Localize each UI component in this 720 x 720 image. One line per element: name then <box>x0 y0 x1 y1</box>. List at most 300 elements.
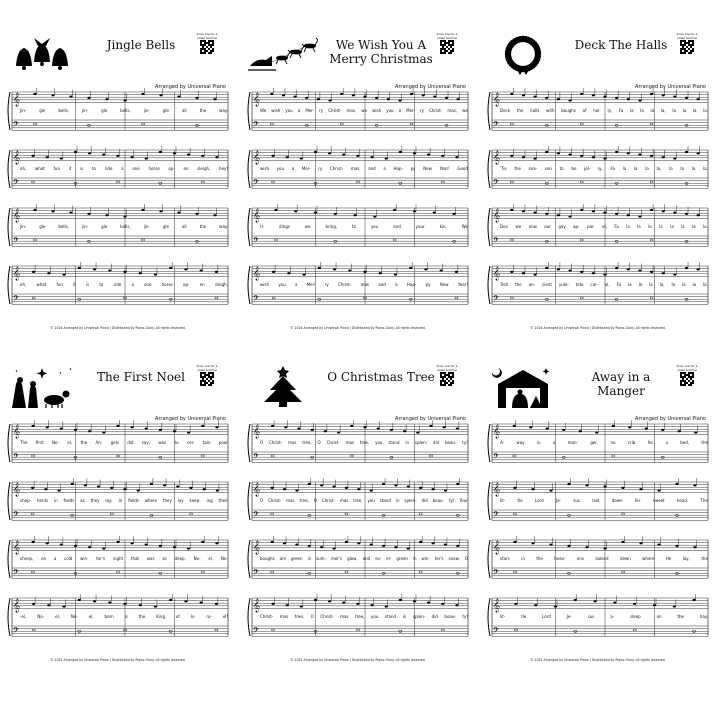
lyric-syllable: Fa <box>618 108 624 113</box>
lyric-syllable: in <box>405 440 410 445</box>
lyric-syllable: Don <box>500 224 509 229</box>
lyric-syllable: We <box>260 108 267 113</box>
grand-staff <box>484 88 712 144</box>
lyric-syllable: mas <box>286 498 295 503</box>
lyric-syllable: Christ- <box>429 108 443 113</box>
lyric-syllable: wish <box>372 108 382 113</box>
lyric-syllable: la <box>692 224 696 229</box>
lyric-syllable: mas <box>279 614 289 619</box>
music-system <box>4 420 232 476</box>
lyric-syllable: la <box>659 224 663 229</box>
lyric-syllable: Jin- <box>20 224 27 229</box>
lyric-syllable: sus <box>587 614 595 619</box>
music-system <box>484 420 712 476</box>
svg-text:𝄢: 𝄢 <box>13 453 19 463</box>
svg-text:𝄞: 𝄞 <box>493 482 501 496</box>
lyrics-line <box>260 224 468 232</box>
lyric-syllable: sweet <box>652 498 665 503</box>
lyric-syllable: a <box>121 166 124 171</box>
lyric-syllable: Christ- <box>320 614 334 619</box>
lyric-syllable: lit- <box>500 614 506 619</box>
music-system <box>244 262 472 318</box>
svg-text:𝄞: 𝄞 <box>13 266 21 280</box>
lyric-syllable: his <box>634 498 641 503</box>
grand-staff <box>244 594 472 650</box>
lyric-syllable: bells, <box>120 224 131 229</box>
lyric-syllable: to <box>99 282 104 287</box>
lyric-syllable: fields <box>128 498 139 503</box>
lyrics-line <box>20 556 228 564</box>
lyric-syllable: la <box>633 166 638 171</box>
lyric-syllable: of <box>582 108 587 113</box>
lyric-syllable: la, <box>656 166 662 171</box>
lyric-syllable: wish <box>271 108 281 113</box>
svg-text:𝄢: 𝄢 <box>253 511 259 521</box>
lyric-syllable: cold <box>64 556 73 561</box>
lyric-syllable: la <box>630 108 634 113</box>
lyric-syllable: mas, <box>346 108 357 113</box>
grand-staff <box>4 478 232 534</box>
lyrics-line <box>260 440 468 448</box>
svg-text:𝄞: 𝄞 <box>253 482 261 496</box>
lyric-syllable: son <box>544 166 552 171</box>
lyrics-line <box>500 166 708 174</box>
lyric-syllable: night <box>112 556 124 561</box>
lyric-syllable: way. <box>219 224 228 229</box>
lyric-syllable: Mer- <box>301 166 311 171</box>
lyric-syllable: la <box>650 108 655 113</box>
lyric-syllable: la <box>648 224 652 229</box>
lyric-syllable: stars <box>500 556 510 561</box>
lyric-syllable: O <box>464 556 468 561</box>
lyric-syllable: O <box>260 498 264 503</box>
lyric-syllable: bring, <box>325 224 338 229</box>
wreath-icon <box>488 32 558 76</box>
svg-text:𝄞: 𝄞 <box>253 208 261 222</box>
lyric-syllable: No- <box>37 614 45 619</box>
lyric-syllable: as <box>80 498 85 503</box>
lyric-syllable: Christ- <box>268 498 282 503</box>
lyric-syllable: a <box>552 440 556 445</box>
qr-caption: Scan me for a video tutorial <box>196 32 218 40</box>
svg-text:𝄢: 𝄢 <box>13 179 19 189</box>
lyric-syllable: wish <box>260 282 270 287</box>
music-system <box>244 594 472 650</box>
copyright-footer: © 2024 Arranged by Universal Piano | Distributed by Piano-Glory. All rights reserved. <box>530 658 666 662</box>
lyric-syllable: a <box>665 440 668 445</box>
lyric-syllable: py <box>425 282 431 287</box>
grand-staff <box>4 594 232 650</box>
lyric-syllable: la. <box>703 108 708 113</box>
lyric-syllable: so <box>162 556 167 561</box>
lyrics-line <box>260 282 468 290</box>
music-system <box>484 536 712 592</box>
lyric-syllable: Christ- <box>260 614 274 619</box>
svg-text:𝄞: 𝄞 <box>493 266 501 280</box>
lyric-syllable: was <box>146 556 155 561</box>
lyric-syllable: is <box>124 614 128 619</box>
lyric-syllable: their <box>218 498 228 503</box>
svg-text:𝄢: 𝄢 <box>493 121 499 131</box>
lyric-syllable: la <box>680 166 684 171</box>
song-sheet <box>4 30 232 360</box>
grand-staff <box>484 536 712 592</box>
lyric-syllable: la <box>692 282 697 287</box>
lyric-syllable: lay <box>177 498 184 503</box>
lyric-syllable: bells, <box>120 108 131 113</box>
lyric-syllable: la <box>637 224 641 229</box>
qr-caption: Scan me for a video tutorial <box>436 364 458 372</box>
lyric-syllable: they <box>90 498 100 503</box>
lyric-syllable: la, <box>660 108 666 113</box>
lyric-syllable: jin- <box>143 108 150 113</box>
lyric-syllable: and <box>362 556 371 561</box>
svg-text:𝄞: 𝄞 <box>493 598 501 612</box>
lyric-syllable: el, <box>208 556 214 561</box>
lyric-syllable: that <box>130 556 139 561</box>
svg-text:𝄢: 𝄢 <box>493 511 499 521</box>
lyric-syllable: the <box>516 108 524 113</box>
lyrics-line <box>260 614 468 622</box>
lyrics-line <box>500 614 708 622</box>
lyric-syllable: la. <box>703 282 708 287</box>
lyric-syllable: way. <box>219 108 228 113</box>
lyric-syllable: Mer- <box>305 108 315 113</box>
lyric-syllable: Year! <box>439 166 450 171</box>
lyric-syllable: keep- <box>189 498 201 503</box>
lyric-syllable: of <box>175 614 180 619</box>
qr-code-icon <box>440 40 454 54</box>
lyric-syllable: No- <box>70 614 78 619</box>
svg-text:𝄞: 𝄞 <box>13 208 21 222</box>
lyric-syllable: sleigh, <box>197 166 211 171</box>
arranger-credit: Arranged by Universal Piano <box>395 84 466 90</box>
grand-staff <box>4 536 232 592</box>
lyric-syllable: ter's <box>434 556 444 561</box>
lyric-syllable: head. <box>676 498 689 503</box>
lyric-syllable: gle <box>39 108 46 113</box>
lyric-syllable: ens <box>576 556 584 561</box>
lyric-syllable: ry <box>318 166 323 171</box>
svg-text:𝄞: 𝄞 <box>253 424 261 438</box>
lyric-syllable: with <box>546 108 555 113</box>
lyric-syllable: sleigh. <box>214 282 228 287</box>
lyric-syllable: In <box>118 498 123 503</box>
lyric-syllable: The <box>20 440 28 445</box>
lyric-syllable: win- <box>421 556 430 561</box>
grand-staff <box>484 146 712 202</box>
lyric-syllable: No- <box>220 556 228 561</box>
bells-icon <box>8 32 78 76</box>
lyric-syllable: op- <box>183 282 190 287</box>
grand-staff <box>244 536 472 592</box>
lyric-syllable: to <box>174 440 179 445</box>
lyric-syllable: a <box>131 282 134 287</box>
lyric-syllable: mas, <box>350 166 361 171</box>
lyric-syllable: we <box>462 108 468 113</box>
lyric-syllable: the <box>514 166 521 171</box>
lyric-syllable: tree, <box>302 440 312 445</box>
svg-text:𝄞: 𝄞 <box>253 150 261 164</box>
lyric-syllable: is <box>85 282 90 287</box>
lyric-syllable: el, <box>67 440 73 445</box>
lyric-syllable: The <box>700 498 708 503</box>
lyric-syllable: Mer- <box>306 282 316 287</box>
lyric-syllable: the <box>199 108 207 113</box>
lyric-syllable: wish <box>260 166 270 171</box>
svg-text:𝄞: 𝄞 <box>13 92 21 106</box>
lyric-syllable: Mer- <box>406 108 415 113</box>
lyric-syllable: herds <box>36 498 49 503</box>
qr-caption: Scan me for a video tutorial <box>676 32 698 40</box>
lyric-syllable: An- <box>95 440 103 445</box>
lyric-syllable: mas <box>345 440 355 445</box>
music-system <box>484 88 712 144</box>
lyric-syllable: you <box>370 224 379 229</box>
svg-text:𝄢: 𝄢 <box>253 121 259 131</box>
lyric-syllable: did <box>432 440 440 445</box>
lyric-syllable: beau- <box>444 440 457 445</box>
lyric-syllable: you <box>367 498 375 503</box>
lyric-syllable: O <box>260 440 264 445</box>
svg-text:𝄞: 𝄞 <box>13 540 21 554</box>
music-system <box>484 478 712 534</box>
lyric-syllable: Good <box>457 166 468 171</box>
lyric-syllable: all <box>181 108 187 113</box>
lyric-syllable: boughs <box>260 556 275 561</box>
lyrics-line <box>260 556 468 564</box>
lyric-syllable: mas, <box>447 108 458 113</box>
lyric-syllable: gle <box>101 224 108 229</box>
lyric-syllable: la <box>672 108 676 113</box>
lyric-syllable: you <box>371 614 379 619</box>
lyric-syllable: lay; <box>105 498 113 503</box>
lyric-syllable: horse <box>148 166 160 171</box>
arranger-credit: Arranged by Universal Piano <box>155 416 226 422</box>
lyric-syllable: kin. <box>439 224 447 229</box>
lyric-syllable: in <box>412 556 417 561</box>
lyric-syllable: one <box>144 282 152 287</box>
lyrics-line <box>500 498 708 506</box>
lyric-syllable: He <box>665 556 672 561</box>
lyric-syllable: ry <box>420 108 425 113</box>
grand-staff <box>244 262 472 318</box>
lyric-syllable: we <box>304 224 311 229</box>
lyric-syllable: gay <box>558 224 566 229</box>
arranger-credit: Arranged by Universal Piano <box>395 416 466 422</box>
lyric-syllable: la <box>681 282 686 287</box>
copyright-footer: © 2024 Arranged by Universal Piano | Distributed by Piano-Glory. All rights reserved. <box>290 658 426 662</box>
arranger-credit: Arranged by Universal Piano <box>635 84 706 90</box>
lyric-syllable: it <box>68 166 72 171</box>
music-system <box>4 536 232 592</box>
svg-text:𝄢: 𝄢 <box>493 569 499 579</box>
music-system <box>4 204 232 260</box>
lyric-syllable: No- <box>193 556 201 561</box>
music-system <box>4 146 232 202</box>
music-system <box>244 478 472 534</box>
grand-staff <box>4 146 232 202</box>
lyric-syllable: first <box>35 440 44 445</box>
nativity-scene-icon <box>8 364 78 408</box>
song-sheet <box>244 30 472 360</box>
svg-text:𝄞: 𝄞 <box>253 598 261 612</box>
lyric-syllable: beau- <box>444 614 456 619</box>
lyric-syllable: ry <box>319 108 324 113</box>
svg-text:𝄞: 𝄞 <box>493 424 501 438</box>
lyric-syllable: la <box>691 166 696 171</box>
music-system <box>244 88 472 144</box>
lyric-syllable: you <box>386 108 394 113</box>
lyric-syllable: green <box>291 556 303 561</box>
lyric-syllable: tide <box>575 282 584 287</box>
music-system <box>484 204 712 260</box>
lyric-syllable: the <box>701 556 708 561</box>
lyrics-line <box>500 108 708 116</box>
music-system <box>244 420 472 476</box>
lyric-syllable: way <box>516 440 525 445</box>
lyric-syllable: ry <box>324 282 329 287</box>
lyric-syllable: fields <box>63 498 75 503</box>
lyric-syllable: sum- <box>316 556 327 561</box>
lyric-syllable: New <box>423 166 432 171</box>
lyric-syllable: mas <box>340 614 349 619</box>
lyric-syllable: Fa <box>616 282 622 287</box>
lyrics-line <box>20 440 228 448</box>
lyric-syllable: mas <box>288 440 297 445</box>
lyric-syllable: now <box>528 224 537 229</box>
music-system <box>484 262 712 318</box>
lyric-syllable: Jin- <box>20 108 27 113</box>
lyric-syllable: ev- <box>375 556 382 561</box>
lyric-syllable: Troll <box>500 282 509 287</box>
lyric-syllable: Christ- <box>338 282 352 287</box>
svg-text:𝄢: 𝄢 <box>253 295 259 305</box>
svg-text:𝄞: 𝄞 <box>253 266 261 280</box>
lyric-syllable: where <box>144 498 158 503</box>
lyric-syllable: the <box>515 282 522 287</box>
qr-caption: Scan me for a video tutorial <box>196 364 218 372</box>
lyric-syllable: stand <box>379 498 391 503</box>
lyric-syllable: la <box>622 166 627 171</box>
lyric-syllable: it <box>73 282 76 287</box>
grand-staff <box>244 478 472 534</box>
lyric-syllable: what <box>36 282 47 287</box>
svg-text:𝄢: 𝄢 <box>13 121 19 131</box>
lyric-syllable: stand <box>384 614 397 619</box>
lyrics-line <box>20 498 228 506</box>
lyric-syllable: poor <box>218 440 228 445</box>
svg-text:𝄢: 𝄢 <box>13 511 19 521</box>
lyric-syllable: Christ- <box>329 166 344 171</box>
svg-text:𝄢: 𝄢 <box>493 237 499 247</box>
lyrics-line <box>260 166 468 174</box>
lyric-syllable: and <box>378 282 386 287</box>
lyric-syllable: glow, <box>347 556 358 561</box>
lyric-syllable: tle <box>517 498 523 503</box>
lyric-syllable: hol- <box>593 108 601 113</box>
lyric-syllable: a <box>291 166 295 171</box>
lyric-syllable: la <box>640 108 644 113</box>
lyric-syllable: Lord <box>534 498 544 503</box>
grand-staff <box>244 146 472 202</box>
music-system <box>484 594 712 650</box>
grand-staff <box>244 420 472 476</box>
sleigh-reindeer-icon <box>248 32 318 76</box>
lyric-syllable: par- <box>586 224 595 229</box>
lyric-syllable: a- <box>610 614 615 619</box>
grand-staff <box>244 204 472 260</box>
lyric-syllable: op- <box>168 166 175 171</box>
lyric-syllable: oh, <box>20 282 27 287</box>
lyric-syllable: tree, <box>294 614 305 619</box>
lyric-syllable: fun <box>56 282 63 287</box>
lyric-syllable: cer- <box>186 440 195 445</box>
lyric-syllable: ra- <box>206 614 212 619</box>
lyric-syllable: tree, <box>299 498 309 503</box>
lyric-syllable: Je- <box>566 614 572 619</box>
lyric-syllable: a <box>53 556 57 561</box>
lyric-syllable: gle <box>162 224 169 229</box>
music-system <box>244 204 472 260</box>
music-system <box>244 146 472 202</box>
lyrics-line <box>20 166 228 174</box>
lyric-syllable: No- <box>52 440 59 445</box>
lyric-syllable: mer's <box>330 556 343 561</box>
lyrics-line <box>500 282 708 290</box>
lyric-syllable: er- <box>386 556 392 561</box>
lyric-syllable: ty! <box>462 614 468 619</box>
svg-text:𝄢: 𝄢 <box>493 295 499 305</box>
lyric-syllable: Hap- <box>393 166 403 171</box>
lyric-syllable: Fa <box>614 224 619 229</box>
lyric-syllable: say, <box>141 440 150 445</box>
christmas-tree-icon <box>248 364 318 408</box>
lyric-syllable: in <box>402 614 407 619</box>
lyric-syllable: you <box>276 166 285 171</box>
lyric-syllable: bells, <box>58 108 69 113</box>
lyric-syllable: Your <box>459 498 468 503</box>
lyric-syllable: all <box>181 224 187 229</box>
svg-text:𝄢: 𝄢 <box>493 453 499 463</box>
lyric-syllable: en <box>183 166 189 171</box>
lyric-syllable: la <box>626 224 630 229</box>
svg-text:𝄞: 𝄞 <box>253 92 261 106</box>
lyric-syllable: stand <box>388 440 400 445</box>
song-title: O Christmas Tree <box>327 370 435 384</box>
lyric-syllable: ty! <box>462 440 468 445</box>
lyric-syllable: la <box>645 166 649 171</box>
song-sheet <box>244 362 472 692</box>
svg-text:𝄞: 𝄞 <box>13 150 21 164</box>
svg-text:𝄢: 𝄢 <box>253 627 259 637</box>
lyric-syllable: py <box>410 166 416 171</box>
lyric-syllable: be <box>571 166 577 171</box>
lyric-syllable: lit- <box>500 498 506 503</box>
copyright-footer: © 2024 Arranged by Universal Piano | Distributed by Piano-Glory. All rights reserved. <box>50 326 186 330</box>
lyric-syllable: in <box>395 498 400 503</box>
lyric-syllable: ter's <box>96 556 106 561</box>
lyrics-line <box>500 556 708 564</box>
lyric-syllable: you <box>278 282 286 287</box>
lyric-syllable: in <box>521 556 525 561</box>
lyric-syllable: are <box>279 556 287 561</box>
lyric-syllable: cient <box>542 282 552 287</box>
grand-staff <box>484 594 712 650</box>
lyric-syllable: halls <box>530 108 540 113</box>
lyric-syllable: the <box>701 440 708 445</box>
lyric-syllable: Je- <box>555 498 561 503</box>
